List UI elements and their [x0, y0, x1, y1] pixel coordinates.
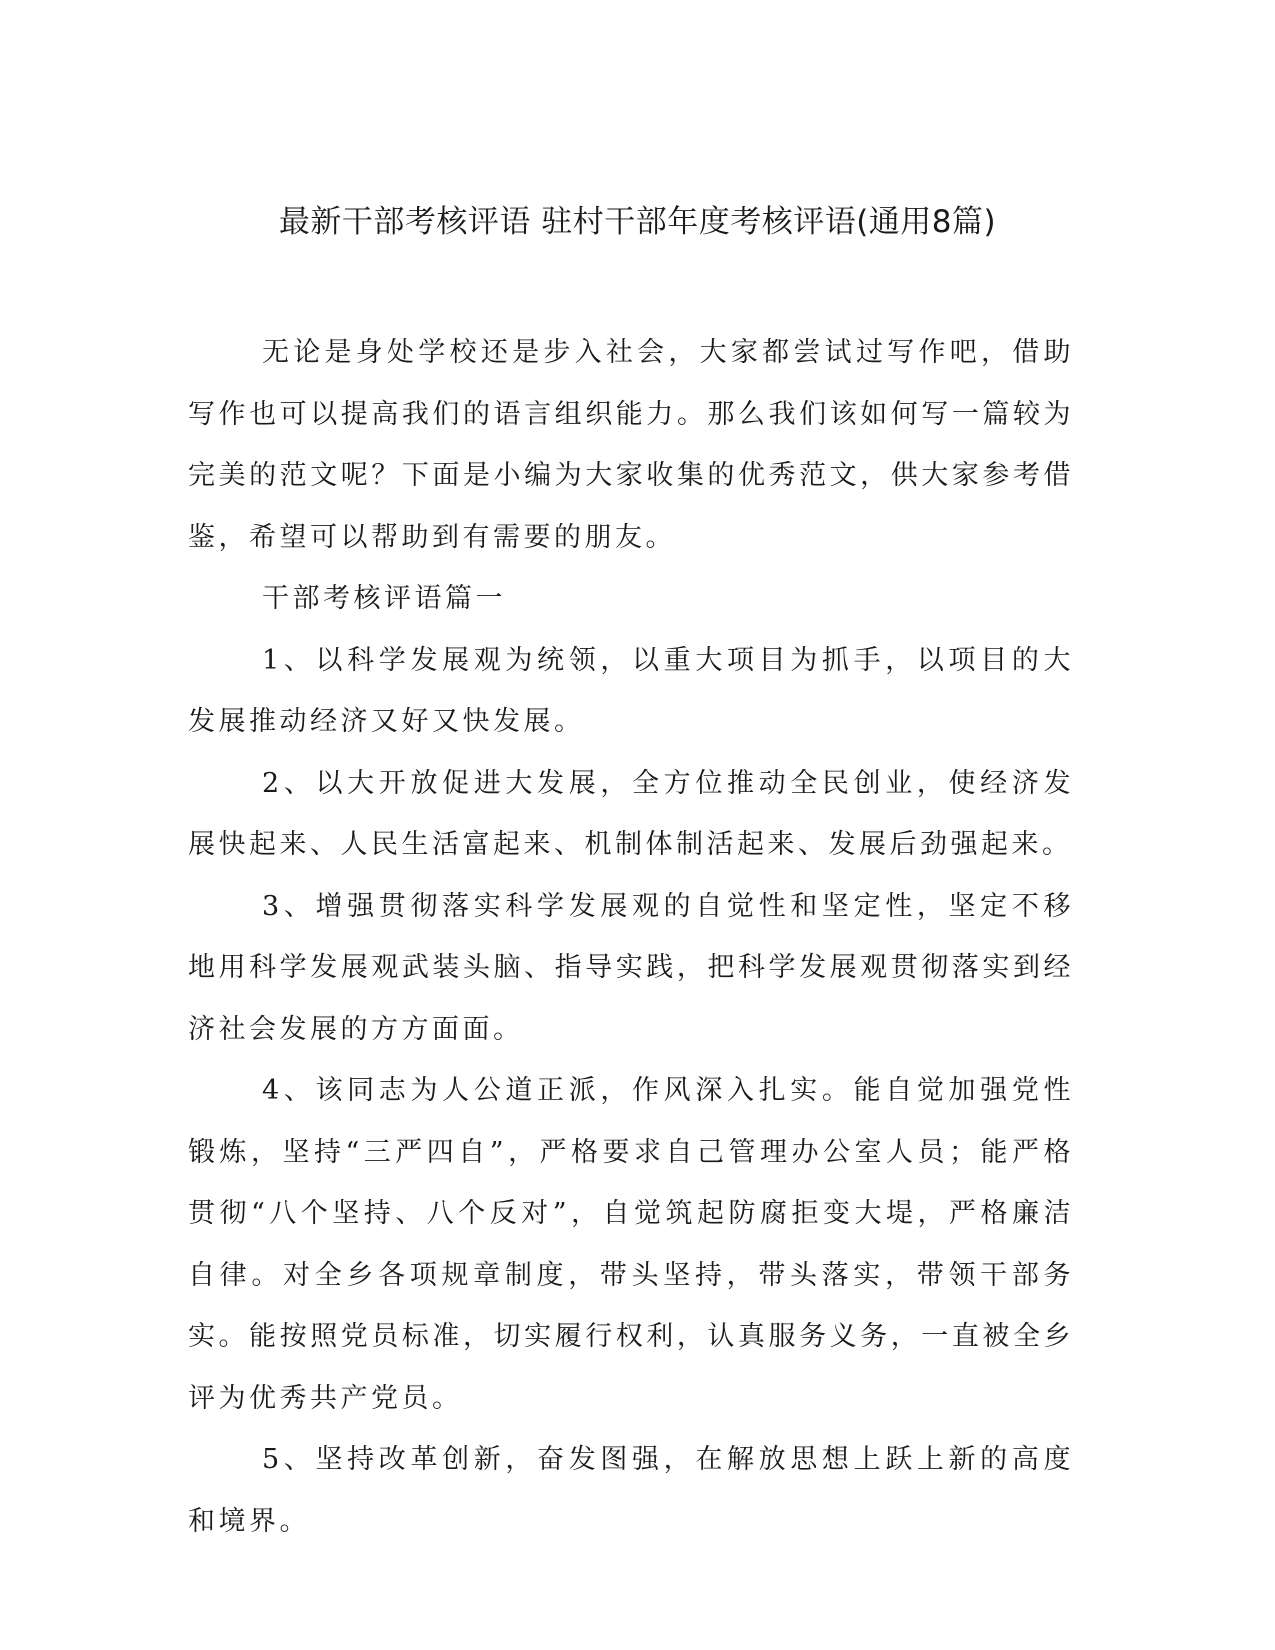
comment-item-4: 4、该同志为人公道正派，作风深入扎实。能自觉加强党性锻炼，坚持“三严四自”，严格要求自己管理办公室人员；能严格贯彻“八个坚持、八个反对”，自觉筑起防腐拒变大堤，严格廉洁自律。对全乡各项规章制度，带头坚持，带头落实，带领干部务实。能按照党员标准，切实履行权利，认真服务义务，一直被全乡评为优秀共产党员。 — [188, 1075, 1074, 1414]
document-body — [188, 322, 1074, 1552]
comment-item-1: 1、以科学发展观为统领，以重大项目为抓手，以项目的大发展推动经济又好又快发展。 — [188, 644, 1074, 737]
intro-paragraph: 无论是身处学校还是步入社会，大家都尝试过写作吧，借助写作也可以提高我们的语言组织能力。那么我们该如何写一篇较为完美的范文呢？下面是小编为大家收集的优秀范文，供大家参考借鉴，希望可以帮助到有需要的朋友。 — [188, 337, 1074, 553]
document-title: 最新干部考核评语 驻村干部年度考核评语(通用8篇) — [278, 204, 997, 240]
comment-item-2: 2、以大开放促进大发展，全方位推动全民创业，使经济发展快起来、人民生活富起来、机制体制活起来、发展后劲强起来。 — [188, 767, 1074, 860]
section-heading: 干部考核评语篇一 — [262, 583, 506, 614]
comment-item-5: 5、坚持改革创新，奋发图强，在解放思想上跃上新的高度和境界。 — [188, 1444, 1074, 1537]
comment-item-3: 3、增强贯彻落实科学发展观的自觉性和坚定性，坚定不移地用科学发展观武装头脑、指导实践，把科学发展观贯彻落实到经济社会发展的方方面面。 — [188, 890, 1074, 1045]
